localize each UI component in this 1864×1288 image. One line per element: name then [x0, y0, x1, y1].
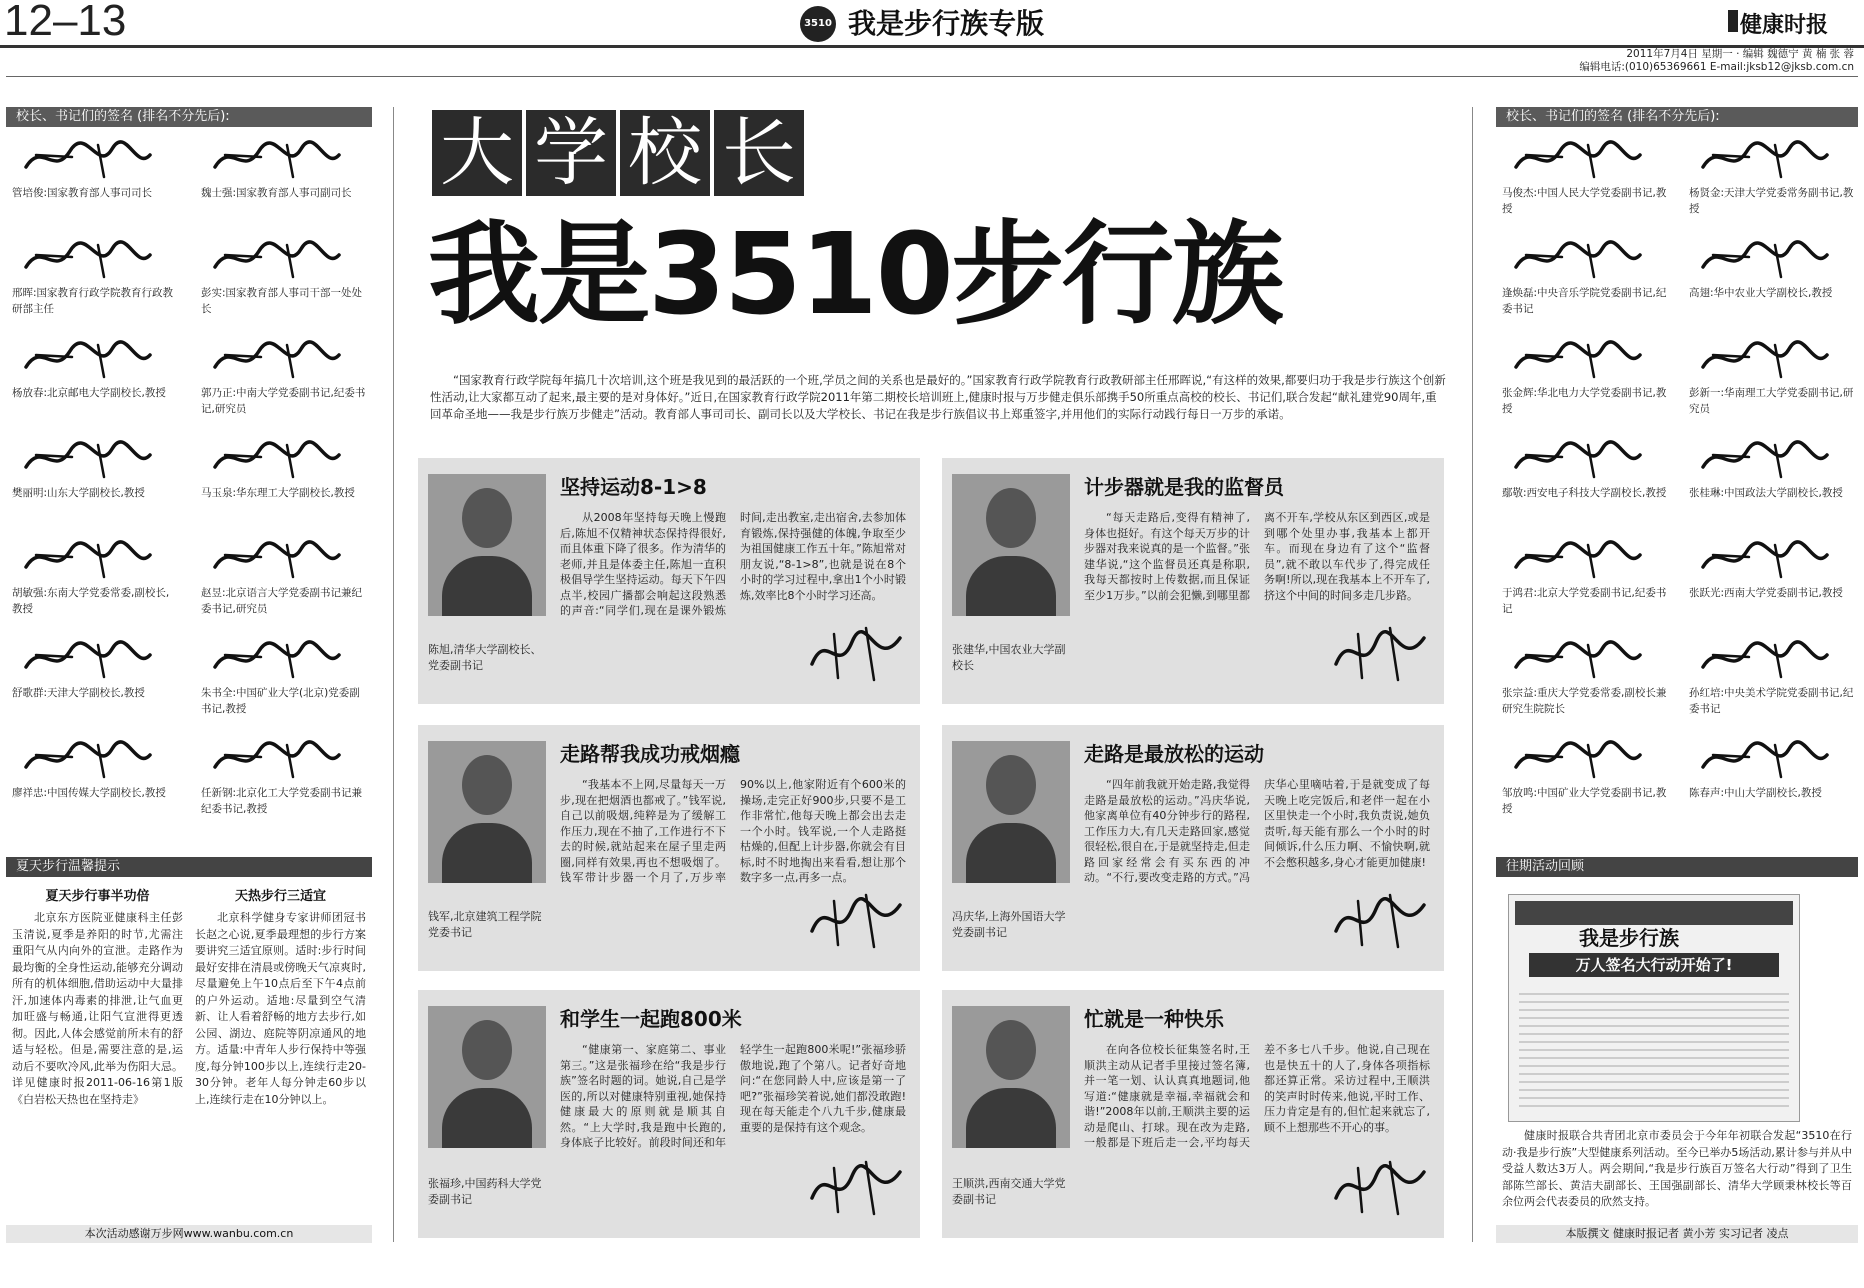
signature-caption: 杨放春:北京邮电大学副校长,教授: [12, 387, 166, 399]
signature-scribble-icon: [12, 233, 162, 285]
paper-mark-icon: [1728, 10, 1738, 32]
kicker-banner: [432, 110, 804, 196]
signature-scribble-icon: [1689, 333, 1839, 385]
signature-cell: [6, 227, 183, 327]
summer-tips-heading: 夏天步行温馨提示: [6, 857, 372, 877]
signature-cell: [1683, 427, 1858, 527]
portrait-head: [462, 755, 512, 815]
signature-caption: 舒歌群:天津大学副校长,教授: [12, 687, 145, 699]
story-text: “我基本不上网,尽量每天一万步,现在把烟酒也都戒了。”钱军说,自己以前吸烟,纯粹是为了缓解工作压力,现在不抽了,工作进行不下去的时候,就站起来在屋子里走两圈,同样有效果,再也不想吸烟了。钱军带计步器一个月了,万步率90%以上,他家附近有个600米的操场,走完正好900步,只要不是工作非常忙,他每天晚上都会出去走一个小时。钱军说,一个人走路挺枯燥的,但配上计步器,你就会有目标,时不时地掏出来看看,想让那个数字多一点,再多一点。: [560, 778, 906, 884]
signature-scribble-icon: [1502, 333, 1652, 385]
signature-scribble-icon: [1502, 633, 1652, 685]
signature-cell: [195, 427, 372, 527]
signature-cell: [1496, 627, 1671, 727]
summer-tips: [6, 857, 372, 1108]
signature-cell: [1683, 627, 1858, 727]
story-box: [942, 458, 1444, 704]
story-handwritten-signature: [804, 620, 908, 690]
tip1-text: 北京东方医院亚健康科主任彭玉清说,夏季是养阳的时节,尤需注重阳气从内向外的宣泄。走路作为最均衡的全身性运动,能够充分调动所有的机体细胞,借助运动中大量排汗,加速体内毒素的排泄,让气血更加旺盛与畅通,让阳气宣泄得更透彻。因此,人体会感觉前所未有的舒适与轻松。但是,需要注意的是,运动后不要吹冷风,此举为伤阳大忌。详见健康时报2011-06-16第1版《白岩松天热也在坚持走》: [12, 911, 183, 1106]
story-text: “健康第一、家庭第二、事业第三。”这是张福珍在给“我是步行族”签名时题的词。她说,自己是学医的,所以对健康特别重视,她保持健康最大的原则就是顺其自然。“上大学时,我是跑中长跑的,身体底子比较好。前段时间还和年轻学生一起跑800米呢!”张福珍骄傲地说,跑了个第八。记者好奇地问:“在您同龄人中,应该是第一了吧?”张福珍笑着说,她们都没敢跑!现在每天能走个八九千步,健康最重要的是保持有这个观念。: [560, 1043, 906, 1149]
signature-scribble-icon: [1502, 433, 1652, 485]
review-text: 健康时报联合共青团北京市委员会于今年年初联合发起“3510在行动·我是步行族”大型健康系列活动。至今已举办5场活动,累计参与并从中受益人数达3万人。两会期间,“我是步行族百万签名大行动”得到了卫生部陈竺部长、黄洁夫副部长、王国强副部长、清华大学顾秉林校长等百余位两会代表委员的欣然支持。: [1502, 1129, 1852, 1208]
signature-cell: [1496, 527, 1671, 627]
handwritten-signature: [12, 733, 179, 785]
handwritten-signature: [1502, 633, 1667, 685]
handwritten-signature: [201, 633, 368, 685]
signature-scribble-icon: [12, 133, 162, 185]
photo-caption: 钱军,北京建筑工程学院党委书记: [428, 910, 542, 939]
portrait-photo: [952, 1006, 1070, 1148]
portrait-photo: [428, 1006, 546, 1148]
handwritten-signature: [201, 233, 368, 285]
signature-cell: [6, 427, 183, 527]
signature-caption: 鄢敬:西安电子科技大学副校长,教授: [1502, 487, 1667, 499]
signature-caption: 孙红培:中央美术学院党委副书记,纪委书记: [1689, 687, 1854, 715]
kicker-char: 大: [432, 110, 522, 196]
photo-caption: 陈旭,清华大学副校长、党委副书记: [428, 643, 542, 672]
signature-caption: 任新钢:北京化工大学党委副书记兼纪委书记,教授: [201, 787, 363, 815]
handwritten-signature: [1689, 433, 1854, 485]
signature-caption: 逢焕磊:中央音乐学院党委副书记,纪委书记: [1502, 287, 1667, 315]
handwritten-signature: [201, 133, 368, 185]
signature-cell: [1496, 427, 1671, 527]
signature-scribble-icon: [201, 333, 351, 385]
lead-paragraph: “国家教育行政学院每年搞几十次培训,这个班是我见到的最活跃的一个班,学员之间的关系也是最好的。”国家教育行政学院教育行政教研部主任邢晖说,“有这样的效果,都要归功于我是步行族这个创新性活动,让大家都互动了起来,最主要的是对身体好。”近日,在国家教育行政学院2011年第二期校长培训班上,健康时报与万步健走俱乐部携手50所重点高校的校长、书记们,联合发起“献礼建党90周年,重回革命圣地——我是步行族万步健走”活动。教育部人事司司长、副司长以及大学校长、书记在我是步行族倡议书上郑重签字,并用他们的实际行动践行每日一万步的承诺。: [430, 373, 1446, 421]
handwritten-signature: [12, 533, 179, 585]
signature-caption: 陈春声:中山大学副校长,教授: [1689, 787, 1822, 799]
signature-cell: [195, 727, 372, 827]
tip1-title: 夏天步行事半功倍: [45, 889, 150, 904]
photo-caption: 冯庆华,上海外国语大学党委副书记: [952, 910, 1066, 939]
story-title: 坚持运动8-1>8: [560, 475, 707, 499]
signature-cell: [195, 127, 372, 227]
story-handwritten-signature: [804, 887, 908, 957]
signature-cell: [1683, 527, 1858, 627]
signature-cell: [6, 127, 183, 227]
signature-cell: [1683, 127, 1858, 227]
right-signature-grid: [1496, 127, 1858, 827]
portrait-photo: [428, 474, 546, 616]
handwritten-signature: [1502, 333, 1667, 385]
thumb-title: 我是步行族: [1579, 926, 1679, 950]
tip2-title: 天热步行三适宜: [234, 889, 326, 904]
left-signatures-heading: 校长、书记们的签名 (排名不分先后):: [6, 107, 372, 127]
handwritten-signature: [1502, 533, 1667, 585]
portrait-head: [986, 488, 1036, 548]
thanks-line: 本次活动感谢万步网www.wanbu.com.cn: [6, 1225, 372, 1243]
left-signatures: [6, 107, 372, 827]
column-divider-right: [1472, 107, 1473, 1242]
kicker-char: 校: [620, 110, 710, 196]
right-signatures-heading: 校长、书记们的签名 (排名不分先后):: [1496, 107, 1858, 127]
signature-scribble-icon: [201, 533, 351, 585]
portrait-body: [966, 823, 1056, 883]
portrait-head: [462, 1020, 512, 1080]
portrait-head: [462, 488, 512, 548]
signature-caption: 邢晖:国家教育行政学院教育行政教研部主任: [12, 287, 174, 315]
kicker-char: 学: [526, 110, 616, 196]
signature-caption: 高翅:华中农业大学副校长,教授: [1689, 287, 1833, 299]
signature-scribble-icon: [1689, 233, 1839, 285]
signature-caption: 邹放鸣:中国矿业大学党委副书记,教授: [1502, 787, 1667, 815]
signature-scribble-icon: [1502, 133, 1652, 185]
signature-cell: [6, 327, 183, 427]
signature-caption: 张桂琳:中国政法大学副校长,教授: [1689, 487, 1843, 499]
handwritten-signature: [1689, 333, 1854, 385]
handwritten-signature: [12, 433, 179, 485]
paper-name: 健康时报: [1740, 12, 1829, 38]
signature-cell: [1683, 227, 1858, 327]
right-signatures: [1496, 107, 1858, 827]
signature-scribble-icon: [12, 433, 162, 485]
review-heading: 往期活动回顾: [1496, 857, 1858, 877]
signature-cell: [6, 727, 183, 827]
signature-scribble-icon: [1502, 533, 1652, 585]
handwritten-signature: [1689, 633, 1854, 685]
portrait-head: [986, 1020, 1036, 1080]
review-section: [1496, 857, 1858, 877]
portrait-body: [442, 1088, 532, 1148]
main-headline: 我是3510步行族: [428, 210, 1282, 340]
signature-cell: [1683, 727, 1858, 827]
handwritten-signature: [1689, 133, 1854, 185]
signature-scribble-icon: [1689, 733, 1839, 785]
kicker-char: 长: [714, 110, 804, 196]
photo-caption: 王顺洪,西南交通大学党委副书记: [952, 1177, 1066, 1206]
signature-scribble-icon: [804, 1154, 908, 1220]
tip2-text: 北京科学健身专家讲师团冠书长赵之心说,夏季最理想的步行方案要讲究三适宜原则。适时:步行时间最好安排在清晨或傍晚天气凉爽时,尽量避免上午10点后至下午4点前的户外运动。适地:尽量到空气清新、让人看着舒畅的地方去步行,如公园、湖边、庭院等阴凉通风的地方。适量:中青年人步行保持中等强度,每分钟100步以上,连续行走20-30分钟。老年人每分钟走60步以上,连续行走在10分钟以上。: [195, 911, 366, 1106]
handwritten-signature: [12, 233, 179, 285]
handwritten-signature: [201, 333, 368, 385]
signature-scribble-icon: [1689, 133, 1839, 185]
signature-caption: 樊丽明:山东大学副校长,教授: [12, 487, 145, 499]
left-signature-grid: [6, 127, 372, 827]
story-handwritten-signature: [1328, 887, 1432, 957]
story-handwritten-signature: [1328, 620, 1432, 690]
signature-scribble-icon: [804, 887, 908, 953]
story-box: [418, 458, 920, 704]
story-text: 在向各位校长征集签名时,王顺洪主动从记者手里接过签名簿,并一笔一划、认认真真地题词,他写道:“健康就是幸福,幸福就会和谐!”2008年以前,王顺洪主要的运动是爬山、打球。现在改为走路,一般都是下班后走一会,平均每天差不多七八千步。他说,自己现在也是快五十的人了,身体各项指标都还算正常。采访过程中,王顺洪的笑声时时传来,他说,平时工作、压力肯定是有的,但忙起来就忘了,顾不上想那些不开心的事。: [1084, 1043, 1430, 1149]
signature-scribble-icon: [201, 733, 351, 785]
header-rule-thin: [6, 76, 1858, 77]
handwritten-signature: [201, 433, 368, 485]
thumb-subtitle: 万人签名大行动开始了!: [1529, 953, 1779, 977]
handwritten-signature: [201, 733, 368, 785]
signature-scribble-icon: [1689, 533, 1839, 585]
signature-scribble-icon: [1328, 1154, 1432, 1220]
story-handwritten-signature: [804, 1154, 908, 1224]
handwritten-signature: [1689, 533, 1854, 585]
date-line: 2011年7月4日 星期一 · 编辑 魏德宁 黄 楠 张 蓉: [1626, 48, 1854, 60]
signature-cell: [195, 527, 372, 627]
signature-caption: 张金辉:华北电力大学党委副书记,教授: [1502, 387, 1667, 415]
story-box: [942, 725, 1444, 971]
signature-cell: [195, 627, 372, 727]
signature-scribble-icon: [12, 733, 162, 785]
signature-caption: 马玉泉:华东理工大学副校长,教授: [201, 487, 355, 499]
signature-scribble-icon: [1328, 620, 1432, 686]
signature-caption: 杨贤金:天津大学党委常务副书记,教授: [1689, 187, 1854, 215]
story-box: [942, 990, 1444, 1238]
signature-caption: 张宗益:重庆大学党委常委,副校长兼研究生院院长: [1502, 687, 1667, 715]
story-title: 计步器就是我的监督员: [1084, 475, 1284, 499]
portrait-photo: [428, 741, 546, 883]
story-title: 走路帮我成功戒烟瘾: [560, 742, 740, 766]
story-box: [418, 725, 920, 971]
story-title: 和学生一起跑800米: [560, 1007, 742, 1031]
handwritten-signature: [1502, 433, 1667, 485]
signature-cell: [6, 627, 183, 727]
signature-scribble-icon: [1689, 633, 1839, 685]
handwritten-signature: [1502, 733, 1667, 785]
story-handwritten-signature: [1328, 1154, 1432, 1224]
portrait-body: [966, 1088, 1056, 1148]
story-text: “四年前我就开始走路,我觉得走路是最放松的运动。”冯庆华说,他家离单位有40分钟步行的路程,工作压力大,有几天走路回家,感觉很轻松,很自在,于是就坚持走,但走路回家经常会有买东西的冲动。“不行,要改变走路的方式。”冯庆华心里嘀咕着,于是就变成了每天晚上吃完饭后,和老伴一起在小区里快走一个小时,我负责说,她负责听,每天能有那么一个小时的时间倾诉,什么压力啊、不愉快啊,就不会憋积越多,身心才能更加健康!: [1084, 778, 1430, 884]
signature-caption: 廖祥忠:中国传媒大学副校长,教授: [12, 787, 166, 799]
thumb-bar: [1515, 901, 1793, 925]
signature-scribble-icon: [12, 533, 162, 585]
photo-caption: 张福珍,中国药科大学党委副书记: [428, 1177, 542, 1206]
portrait-body: [966, 556, 1056, 616]
signature-cell: [195, 227, 372, 327]
byline: 本版撰文 健康时报记者 黄小芳 实习记者 凌点: [1496, 1225, 1858, 1243]
story-box: [418, 990, 920, 1238]
signature-scribble-icon: [1502, 733, 1652, 785]
signature-caption: 郭乃正:中南大学党委副书记,纪委书记,研究员: [201, 387, 366, 415]
signature-caption: 彭新一:华南理工大学党委副书记,研究员: [1689, 387, 1854, 415]
logo-3510-icon: 3510: [800, 6, 836, 42]
signature-cell: [1496, 127, 1671, 227]
thumb-body-lines: [1519, 987, 1789, 1107]
signature-caption: 管培俊:国家教育部人事司司长: [12, 187, 153, 199]
handwritten-signature: [201, 533, 368, 585]
signature-cell: [1496, 227, 1671, 327]
signature-caption: 张跃光:西南大学党委副书记,教授: [1689, 587, 1843, 599]
contact-line: 编辑电话:(010)65369661 E-mail:jksb12@jksb.com.cn: [1579, 61, 1854, 73]
signature-cell: [1496, 727, 1671, 827]
section-title: 我是步行族专版: [848, 7, 1045, 40]
signature-scribble-icon: [201, 133, 351, 185]
signature-caption: 魏士强:国家教育部人事司副司长: [201, 187, 352, 199]
signature-scribble-icon: [1328, 887, 1432, 953]
handwritten-signature: [1689, 733, 1854, 785]
signature-cell: [195, 327, 372, 427]
signature-scribble-icon: [1689, 433, 1839, 485]
portrait-head: [986, 755, 1036, 815]
story-text: “每天走路后,变得有精神了,身体也挺好。有这个每天万步的计步器对我来说真的是一个监督。”张建华说,“这个监督员还真是称职,我每天都按时上传数据,而且保证至少1万步。”以前会犯懒,到哪里都离不开车,学校从东区到西区,或是到哪个处里办事,我基本上都开车。而现在身边有了这个“监督员”,就不敢以车代步了,得完成任务啊!所以,现在我基本上不开车了,挤这个中间的时间多走几步路。: [1084, 511, 1430, 602]
signature-scribble-icon: [12, 333, 162, 385]
handwritten-signature: [12, 133, 179, 185]
header-info: [1579, 48, 1854, 74]
signature-caption: 朱书全:中国矿业大学(北京)党委副书记,教授: [201, 687, 360, 715]
handwritten-signature: [1502, 233, 1667, 285]
signature-scribble-icon: [201, 633, 351, 685]
signature-cell: [1683, 327, 1858, 427]
signature-caption: 赵昱:北京语言大学党委副书记兼纪委书记,研究员: [201, 587, 363, 615]
portrait-body: [442, 556, 532, 616]
signature-cell: [1496, 327, 1671, 427]
portrait-photo: [952, 474, 1070, 616]
signature-caption: 于鸿君:北京大学党委副书记,纪委书记: [1502, 587, 1667, 615]
page-number: 12–13: [4, 0, 127, 45]
signature-caption: 马俊杰:中国人民大学党委副书记,教授: [1502, 187, 1667, 215]
column-divider-left: [393, 107, 394, 1242]
signature-scribble-icon: [804, 620, 908, 686]
portrait-photo: [952, 741, 1070, 883]
signature-scribble-icon: [201, 233, 351, 285]
story-text: 从2008年坚持每天晚上慢跑后,陈旭不仅精神状态保持得很好,而且体重下降了很多。作为清华的老师,并且是体委主任,陈旭一直积极倡导学生坚持运动。每天下午四点半,校园广播都会响起这段熟悉的声音:“同学们,现在是课外锻炼时间,走出教室,走出宿舍,去参加体育锻炼,保持强健的体魄,争取至少为祖国健康工作五十年。”陈旭常对朋友说,“8-1>8”,也就是说在8个小时的学习过程中,拿出1个小时锻炼,效率比8个小时学习还高。: [560, 511, 906, 617]
handwritten-signature: [1502, 133, 1667, 185]
signature-cell: [6, 527, 183, 627]
handwritten-signature: [12, 633, 179, 685]
photo-caption: 张建华,中国农业大学副校长: [952, 643, 1066, 672]
signature-caption: 胡敏强:东南大学党委常委,副校长,教授: [12, 587, 170, 615]
handwritten-signature: [1689, 233, 1854, 285]
story-title: 走路是最放松的运动: [1084, 742, 1264, 766]
story-title: 忙就是一种快乐: [1084, 1007, 1224, 1031]
handwritten-signature: [12, 333, 179, 385]
past-page-thumbnail: [1508, 894, 1800, 1122]
signature-scribble-icon: [12, 633, 162, 685]
portrait-body: [442, 823, 532, 883]
signature-caption: 彭实:国家教育部人事司干部一处处长: [201, 287, 363, 315]
signature-scribble-icon: [201, 433, 351, 485]
signature-scribble-icon: [1502, 233, 1652, 285]
